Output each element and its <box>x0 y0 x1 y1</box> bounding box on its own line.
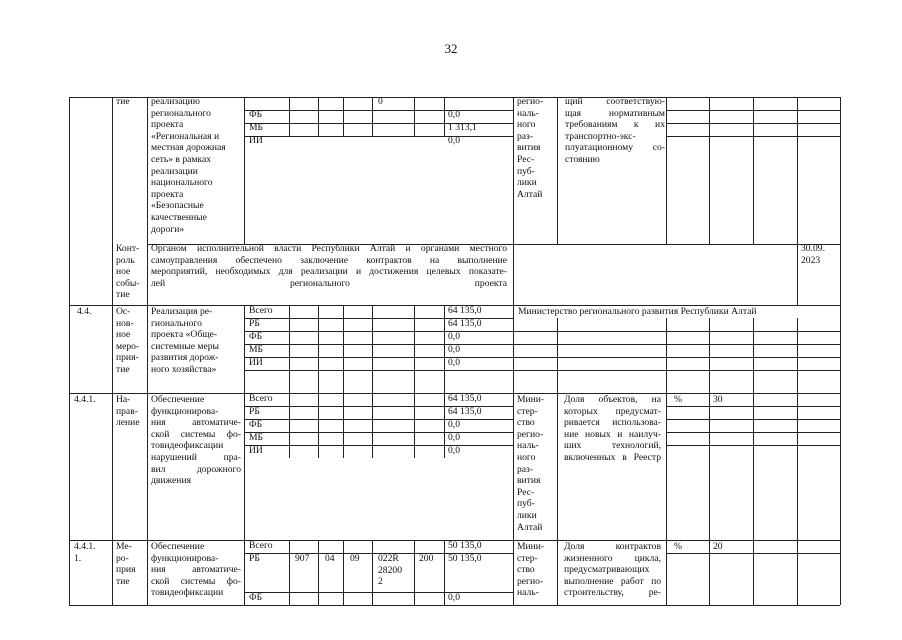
row-type-text: Ос- <box>116 306 131 317</box>
amount-value: 64 135,0 <box>448 305 482 316</box>
table-rule <box>244 136 245 244</box>
control-event-type: собы- <box>116 277 140 289</box>
responsible-line: Мини- <box>517 541 545 552</box>
activity-name-line: нарушений пра- <box>151 452 241 463</box>
indicator-line: ние новых и наилуч- <box>564 428 661 440</box>
indicator-line: щий соответствую- <box>565 96 665 107</box>
row-type-text: тие <box>116 575 130 587</box>
table-rule <box>372 393 373 458</box>
table-rule <box>753 318 754 393</box>
activity-name-line: вил дорожного <box>151 463 241 475</box>
responsible-executor: Министерство регионального развития Республики Алтай <box>518 306 757 317</box>
table-rule <box>513 305 514 393</box>
table-rule <box>444 393 445 458</box>
table-rule <box>289 393 290 458</box>
responsible-line: регио- <box>517 575 544 587</box>
target-value: 30 <box>713 394 723 405</box>
activity-name-line: развития дорож- <box>151 352 219 364</box>
table-rule <box>753 393 754 540</box>
activity-name-line: системные меры <box>151 340 219 352</box>
table-rule <box>414 305 415 393</box>
table-rule <box>69 97 70 305</box>
responsible-line: Рес- <box>517 154 535 165</box>
table-rule <box>318 97 319 136</box>
amount-value: 64 135,0 <box>448 406 482 417</box>
project-name-line: регионального <box>151 107 211 119</box>
indicator-line: ривается использова- <box>564 417 661 429</box>
table-rule <box>666 540 667 605</box>
table-rule <box>513 331 840 332</box>
table-rule <box>709 540 710 605</box>
table-rule <box>112 540 113 605</box>
table-rule <box>840 305 841 393</box>
indicator-line: Доля контрактов <box>564 541 661 552</box>
responsible-line: Мини- <box>517 394 545 405</box>
amount-value: 0 <box>378 96 383 107</box>
row-number: 1. <box>74 552 82 564</box>
responsible-line: регио- <box>517 428 544 440</box>
unit-of-measure: % <box>674 394 682 405</box>
table-rule <box>513 393 514 540</box>
indicator-line: включенных в Реестр <box>564 452 661 463</box>
table-rule <box>244 393 245 540</box>
table-rule <box>244 344 513 345</box>
target-article-code: 2 <box>378 576 383 588</box>
table-rule <box>244 357 513 358</box>
activity-name-line: ного хозяйства» <box>151 364 217 375</box>
table-rule <box>557 393 558 540</box>
row-type-text: ро- <box>116 552 129 564</box>
table-rule <box>797 540 798 605</box>
responsible-line: пуб- <box>517 498 535 510</box>
project-name-line: «Региональная и <box>151 130 220 142</box>
project-name-line: реализацию <box>151 96 200 107</box>
target-article-code: 022R <box>378 553 399 564</box>
control-event-type: тие <box>116 289 130 301</box>
amount-value: 0,0 <box>448 109 460 120</box>
funding-source: ФБ <box>249 592 263 603</box>
row-type-text: прия <box>116 564 136 576</box>
row-number: 4.4.1. <box>74 541 96 552</box>
table-rule <box>557 318 558 393</box>
table-rule <box>840 393 841 540</box>
activity-name-line: проекта «Обще- <box>151 329 218 341</box>
row-type-text: ление <box>116 417 140 429</box>
table-rule <box>797 393 798 540</box>
target-value: 20 <box>713 541 723 552</box>
row-type-text: прав- <box>116 405 138 417</box>
row-type-text: тие <box>116 96 130 107</box>
control-event-text: Органом исполнительной власти Республики Алтай и органами местного <box>151 243 507 254</box>
row-type-text: Ме- <box>116 541 132 552</box>
table-rule <box>513 357 840 358</box>
project-name-line: проекта <box>151 119 184 131</box>
responsible-line: вития <box>517 142 541 154</box>
responsible-line: Алтай <box>517 521 543 533</box>
table-rule <box>557 97 558 244</box>
indicator-line: стоянию <box>565 154 600 165</box>
table-rule <box>797 318 798 393</box>
amount-value: 0,0 <box>448 419 460 430</box>
table-rule <box>244 432 513 433</box>
activity-name-line: ской системы фо- <box>151 575 241 587</box>
project-name-line: дороги» <box>151 223 185 235</box>
table-rule <box>513 370 840 371</box>
row-type-text: ное <box>116 329 131 341</box>
table-rule <box>372 97 373 136</box>
project-name-line: качественные <box>151 212 207 223</box>
funding-source: РБ <box>249 406 260 417</box>
control-event-type: Конт- <box>116 243 140 254</box>
responsible-line: ство <box>517 564 535 576</box>
table-rule <box>244 305 245 393</box>
funding-source: МБ <box>249 432 264 443</box>
table-rule <box>444 540 445 605</box>
table-rule <box>372 540 373 605</box>
table-rule <box>444 305 445 393</box>
table-rule <box>513 97 514 244</box>
amount-value: 0,0 <box>448 344 460 355</box>
funding-source: ИИ <box>249 357 263 368</box>
table-rule <box>289 540 290 605</box>
amount-value: 0,0 <box>448 135 460 146</box>
control-event-type: роль <box>116 254 135 266</box>
table-rule <box>343 305 344 393</box>
table-rule <box>343 393 344 458</box>
responsible-line: ство <box>517 417 535 429</box>
table-rule <box>414 540 415 605</box>
table-rule <box>666 318 667 393</box>
table-rule <box>797 244 798 305</box>
funding-source: РБ <box>249 318 260 329</box>
table-rule <box>753 97 754 244</box>
table-rule <box>513 244 840 245</box>
table-rule <box>244 136 513 137</box>
control-event-text: самоуправления обеспечено заключение контрактов на выполнение <box>151 254 507 266</box>
table-rule <box>666 97 667 244</box>
subsection-code: 09 <box>350 553 360 564</box>
table-rule <box>289 305 290 393</box>
table-rule <box>513 244 514 305</box>
responsible-line: лики <box>517 177 537 189</box>
table-rule <box>69 305 70 393</box>
project-name-line: сеть» в рамках <box>151 154 212 165</box>
table-rule <box>244 419 513 420</box>
table-rule <box>666 393 667 540</box>
indicator-line: строительству, ре- <box>564 587 661 599</box>
indicator-line: которых предусмат- <box>564 405 661 417</box>
control-event-date: 2023 <box>801 254 821 266</box>
table-rule <box>112 393 113 540</box>
indicator-line: ших технологий, <box>564 440 661 452</box>
funding-source: Всего <box>249 305 273 316</box>
responsible-line: ного <box>517 452 536 463</box>
activity-name-line: ния автоматиче- <box>151 417 241 429</box>
responsible-line: ного <box>517 119 536 131</box>
funding-source: Всего <box>249 540 273 551</box>
amount-value: 0,0 <box>448 357 460 368</box>
unit-of-measure: % <box>674 541 682 552</box>
table-rule <box>318 393 319 458</box>
row-type-text: На- <box>116 394 131 405</box>
responsible-line: Алтай <box>517 188 543 200</box>
responsible-line: раз- <box>517 463 534 475</box>
table-rule <box>372 305 373 393</box>
table-rule <box>244 592 513 593</box>
activity-name-line: товидеофиксации <box>151 440 224 452</box>
control-event-text: мероприятий, необходимых для реализации и достижения целевых показате- <box>151 266 507 278</box>
responsible-line: наль- <box>517 440 539 452</box>
table-rule <box>753 540 754 605</box>
responsible-line: наль- <box>517 107 539 119</box>
activity-name-line: функционирова- <box>151 552 219 564</box>
responsible-line: лики <box>517 510 537 521</box>
table-rule <box>69 540 70 605</box>
indicator-line: выполнение работ по <box>564 575 661 587</box>
table-bottom-rule <box>69 605 840 606</box>
amount-value: 0,0 <box>448 331 460 342</box>
responsible-line: Рес- <box>517 486 535 498</box>
responsible-line: стер- <box>517 552 538 564</box>
table-rule <box>513 540 514 605</box>
row-type-text: меро- <box>116 340 140 352</box>
table-rule <box>244 97 245 136</box>
funding-source: Всего <box>249 393 273 404</box>
table-rule <box>318 540 319 605</box>
table-rule <box>289 97 290 136</box>
expense-type-code: 200 <box>419 553 434 564</box>
row-type-text: прия- <box>116 352 139 364</box>
table-rule <box>69 393 70 540</box>
responsible-line: наль- <box>517 587 539 599</box>
project-name-line: «Безопасные <box>151 200 204 212</box>
table-rule <box>414 393 415 458</box>
amount-value: 1 313,1 <box>448 122 477 133</box>
table-rule <box>147 393 148 540</box>
table-rule <box>840 97 841 305</box>
amount-value: 50 135,0 <box>448 540 482 551</box>
responsible-line: регио- <box>517 96 544 107</box>
control-event-type: ное <box>116 266 131 278</box>
grbs-code: 907 <box>295 553 310 564</box>
amount-value: 64 135,0 <box>448 318 482 329</box>
indicator-line: предусматривающих <box>564 564 650 576</box>
table-rule <box>709 393 710 540</box>
indicator-line: жизненного цикла, <box>564 552 661 564</box>
table-rule <box>444 97 445 136</box>
amount-value: 50 135,0 <box>448 553 482 564</box>
funding-source: ИИ <box>249 135 263 146</box>
section-code: 04 <box>325 553 335 564</box>
amount-value: 0,0 <box>448 592 460 603</box>
table-rule <box>318 305 319 393</box>
activity-name-line: движения <box>151 475 191 487</box>
funding-source: ФБ <box>249 419 263 430</box>
responsible-line: пуб- <box>517 165 535 177</box>
activity-name-line: товидеофиксации <box>151 587 224 599</box>
indicator-line: щая нормативным <box>565 107 665 119</box>
table-rule <box>840 540 841 605</box>
table-rule <box>112 305 113 393</box>
funding-source: МБ <box>249 122 264 133</box>
table-rule <box>343 97 344 136</box>
table-rule <box>797 97 798 244</box>
activity-name-line: гионального <box>151 317 202 329</box>
table-rule <box>147 97 148 305</box>
amount-value: 0,0 <box>448 445 460 456</box>
table-rule <box>557 540 558 605</box>
indicator-line: Доля объектов, на <box>564 394 661 405</box>
table-rule <box>112 97 113 305</box>
row-type-text: тие <box>116 364 130 375</box>
project-name-line: проекта <box>151 188 184 200</box>
table-rule <box>709 97 710 244</box>
funding-source: ФБ <box>249 331 263 342</box>
responsible-line: вития <box>517 475 541 487</box>
table-rule <box>513 344 840 345</box>
table-rule <box>709 318 710 393</box>
table-rule <box>147 305 148 393</box>
table-rule <box>244 110 513 111</box>
table-rule <box>244 370 513 371</box>
responsible-line: стер- <box>517 405 538 417</box>
row-number: 4.4.1. <box>74 394 96 405</box>
activity-name-line: Реализация ре- <box>151 306 213 317</box>
project-name-line: реализации <box>151 165 198 177</box>
table-rule <box>244 445 513 446</box>
indicator-line: транспортно-экс- <box>565 130 636 142</box>
activity-name-line: ской системы фо- <box>151 428 241 440</box>
funding-source: РБ <box>249 553 260 564</box>
control-event-date: 30.09. <box>801 243 825 254</box>
amount-value: 0,0 <box>448 432 460 443</box>
project-name-line: национального <box>151 177 213 189</box>
activity-name-line: ния автоматиче- <box>151 564 241 576</box>
indicator-line: плуатационному со- <box>565 142 665 154</box>
row-type-text: нов- <box>116 317 134 329</box>
table-rule <box>244 331 513 332</box>
table-rule <box>244 540 245 605</box>
table-rule <box>414 97 415 136</box>
page-number: 32 <box>444 41 458 56</box>
activity-name-line: Обеспечение <box>151 541 205 552</box>
funding-source: ФБ <box>249 109 263 120</box>
indicator-line: требованиям к их <box>565 119 665 131</box>
amount-value: 64 135,0 <box>448 393 482 404</box>
control-event-text: лей регионального проекта <box>151 277 507 289</box>
responsible-line: раз- <box>517 130 534 142</box>
project-name-line: местная дорожная <box>151 142 226 154</box>
activity-name-line: функционирова- <box>151 405 219 417</box>
table-rule <box>343 540 344 605</box>
table-rule <box>147 540 148 605</box>
row-number: 4.4. <box>77 306 92 317</box>
funding-source: МБ <box>249 344 264 355</box>
activity-name-line: Обеспечение <box>151 394 205 405</box>
target-article-code: 28200 <box>378 564 402 576</box>
funding-source: ИИ <box>249 445 263 456</box>
